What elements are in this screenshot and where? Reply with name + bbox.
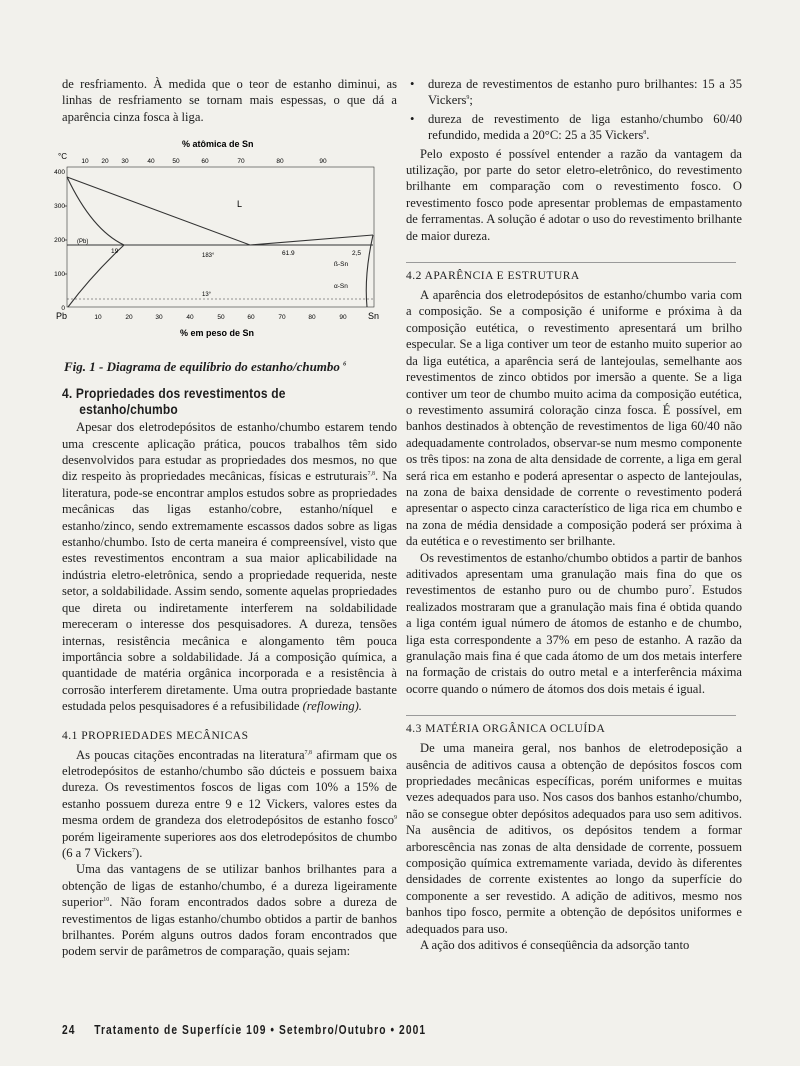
list-item: • dureza de revestimento de liga estanho/chumbo 60/40 refundido, medida a 20°C: 25 a 35 Vickers$^8$.: [406, 111, 742, 144]
value-183: 183°: [202, 253, 215, 260]
subsection-heading: 4.2 APARÊNCIA E ESTRUTURA: [406, 270, 580, 283]
section-heading: [62, 385, 350, 417]
left-column: [54, 76, 397, 960]
list-item: • dureza de revestimentos de estanho puro brilhantes: 15 a 35 Vickers$^9$;: [406, 76, 742, 109]
bottom-tick: 80: [308, 314, 316, 322]
liquid-label: L: [237, 199, 243, 210]
bottom-tick: 10: [94, 314, 102, 322]
bottom-tick: 50: [217, 314, 225, 322]
page-number: 24: [62, 1023, 76, 1037]
beta-sn-label: ß-Sn: [334, 261, 349, 269]
y-tick: 0: [61, 305, 65, 313]
value-19: 19: [111, 248, 119, 256]
phase-diagram: [54, 135, 397, 345]
alpha-sn-label: α-Sn: [334, 283, 348, 291]
y-tick: 400: [54, 169, 65, 177]
top-tick: 20: [101, 158, 109, 166]
top-tick: 40: [147, 158, 155, 166]
top-axis-label: % atômica de Sn: [182, 139, 254, 150]
section-divider: [406, 715, 736, 716]
paragraph: Os revestimentos de estanho/chumbo obtidos a partir de banhos aditivados apresentam uma granulação mais fina do que os revestimentos de estanho puro ou de chumbo puro$^7$. Estudos realizados mostraram que a granulação mais fina é obtida quando a liga contém igual número de átomos de estanho e de chumbo, liga esta correspondente a 37% em peso de estanho. A razão da granulação mais fina é que cada átomo de um dos metais interfere na formação de cristais do outro metal e a interferência máxima ocorre quando o número de átomos dos dois metais é igual.: [406, 550, 742, 696]
sn-label: Sn: [368, 311, 380, 322]
section-divider: [406, 262, 736, 263]
bottom-tick: 40: [186, 314, 194, 322]
bottom-ticks: [94, 314, 347, 321]
top-tick: 30: [121, 158, 129, 166]
top-tick: 60: [201, 158, 209, 166]
hardness-list: [406, 76, 742, 144]
pb-label: Pb: [56, 311, 68, 322]
bottom-tick: 20: [125, 314, 133, 322]
journal-info: Tratamento de Superfície 109 • Setembro/Outubro • 2001: [94, 1023, 427, 1037]
heading-line2: estanho/chumbo: [79, 401, 178, 418]
top-tick: 10: [81, 158, 89, 166]
subsection-heading: 4.1 PROPRIEDADES MECÂNICAS: [62, 729, 249, 742]
bottom-tick: 70: [278, 314, 286, 322]
paragraph: Apesar dos eletrodepósitos de estanho/chumbo estarem tendo uma crescente aplicação prática, poucos trabalhos têm sido desenvolvidos para estudar as propriedades dos mesmos, no que diz respeito às propriedades mecânicas, físicas e estruturais$^{7,8}$. Na literatura, pode-se encontrar amplos estudos sobre as propriedades mecânicas das ligas estanho/cobre, estanho/níquel e estanho/zinco, sendo extremamente escassos dados sobre as ligas estanho/chumbo. Isto de certa maneira é compreensível, visto que estes revestimentos encontram a sua maior aplicabilidade na indústria eletro-eletrônica, sendo a propriedade requerida, neste setor, a soldabilidade. Assim sendo, somente aquelas propriedades que direta ou indiretamente interferem na soldabilidade mereceram o interesse dos pesquisadores. A dureza, tensões internas, resistência mecânica e alongamento têm pouca importância sobre a soldabilidade. Já a composição química, a quantidade de matéria orgânica incorporada e a resistência à corrosão interferem diretamente. Uma outra propriedade bastante estudada pelos pesquisadores é a refusibilidade (reflowing).: [62, 420, 397, 714]
y-ticks: [54, 169, 65, 312]
paragraph: De uma maneira geral, nos banhos de eletrodeposição a ausência de aditivos causa a obtenção de depósitos foscos com propriedades mecânicas específicas, porém uniformes e muitas vezes adequados para uso. Nos casos dos banhos estanho/chumbo, não se consegue obter depósitos adequados para uso sem aditivos. Na ausência de aditivos, os depósitos tendem a formar arborescência nas zonas de alta densidade de corrente, possuem composição química extremamente variada, devido às diferentes densidades de corrente existentes ao longo da superfície do componente a ser revestido. A adição de aditivos, mesmo nos banhos tipo fosco, permite a obtenção de depósitos uniformes e adequados para uso.: [406, 741, 742, 936]
right-column: [406, 76, 742, 954]
page-footer: [62, 1023, 426, 1037]
y-tick: 100: [54, 271, 65, 279]
value-61-9: 61.9: [282, 250, 295, 258]
paragraph: A ação dos aditivos é conseqüência da adsorção tanto: [420, 938, 690, 953]
unit-label: °C: [58, 152, 67, 162]
paragraph: Pelo exposto é possível entender a razão da vantagem da utilização, por parte do setor eletro-eletrônico, do revestimento brilhante em comparação com o revestimento fosco. O revestimento fosco pode apresentar problemas de empastamento de ferramentas. A solução é adotar o uso do revestimento brilhante de maior dureza.: [406, 146, 742, 243]
bottom-tick: 90: [339, 314, 347, 322]
y-tick: 300: [54, 203, 65, 211]
paragraph: de resfriamento. À medida que o teor de estanho diminui, as linhas de resfriamento se tornam mais espessas, o que dá a aparência cinza fosca à liga.: [62, 77, 397, 124]
figure-caption: [64, 359, 397, 375]
y-tick: 200: [54, 237, 65, 245]
bottom-tick: 30: [155, 314, 163, 322]
pb-phase-label: (Pb): [77, 239, 89, 246]
top-tick: 50: [172, 158, 180, 166]
caption-ref: 6: [343, 361, 347, 368]
value-2-5: 2,5: [352, 250, 362, 258]
phase-lines: [64, 167, 374, 307]
caption-text: Fig. 1 - Diagrama de equilíbrio do estanho/chumbo: [64, 359, 340, 375]
heading-line1: 4. Propriedades dos revestimentos de: [62, 385, 286, 402]
bottom-axis-label: % em peso de Sn: [180, 328, 255, 339]
top-tick: 80: [276, 158, 284, 166]
paragraph: As poucas citações encontradas na literatura$^{7,8}$ afirmam que os eletrodepósitos de estanho/chumbo são dúcteis e possuem baixa dureza. Os revestimentos foscos de ligas com 10% a 15% de estanho possuem dureza entre 9 e 12 Vickers, valores estes da mesma ordem de grandeza dos eletrodepósitos de estanho fosco$^9$ porém ligeiramente superiores aos dos eletrodepósitos de chumbo (6 a 7 Vickers$^7$).: [62, 747, 397, 860]
phase-diagram-svg: [54, 135, 397, 345]
subsection-heading: 4.3 MATÉRIA ORGÂNICA OCLUÍDA: [406, 723, 606, 736]
paragraph: Uma das vantagens de se utilizar banhos brilhantes para a obtenção de ligas de estanho/chumbo, é a dureza ligeiramente superior$^{10}$. Não foram encontrados dados sobre a dureza de revestimentos de ligas estanho/chumbo obtidos a partir de banhos brilhantes. Porém alguns outros dados foram encontrados que podem servir de parâmetros de comparação, quais sejam:: [62, 862, 397, 959]
top-tick: 70: [237, 158, 245, 166]
paragraph: A aparência dos eletrodepósitos de estanho/chumbo varia com a composição. Se a composição é uniforme e próxima à da composição eutética, o revestimento apresentará um brilho especular. Se a liga contiver um teor de estanho muito superior ao da liga eutética, a aparência será de lantejoulas, semelhante aos revestimentos de zinco obtidos por imersão a quente. Se a liga contiver um teor de chumbo muito acima da composição eutética, o revestimento assumirá coloração cinza fosca. É possível, em banhos destinados à obtenção de revestimentos de liga 60/40 não adequadamente controlados, observar-se num mesmo componente os três tipos: na zona de alta densidade de corrente, a liga em geral será rica em estanho e poderá apresentar o aspecto de lantejoulas, na zona de baixa densidade de corrente o revestimento poderá apresentar o aspecto cinza característico de liga rica em chumbo e na zona de média densidade a composição poderá ser próxima à da eutética e o revestimento ser brilhante.: [406, 288, 742, 549]
value-13: 13°: [202, 292, 212, 299]
bottom-tick: 60: [247, 314, 255, 322]
top-ticks: [81, 158, 327, 165]
top-tick: 90: [319, 158, 327, 166]
